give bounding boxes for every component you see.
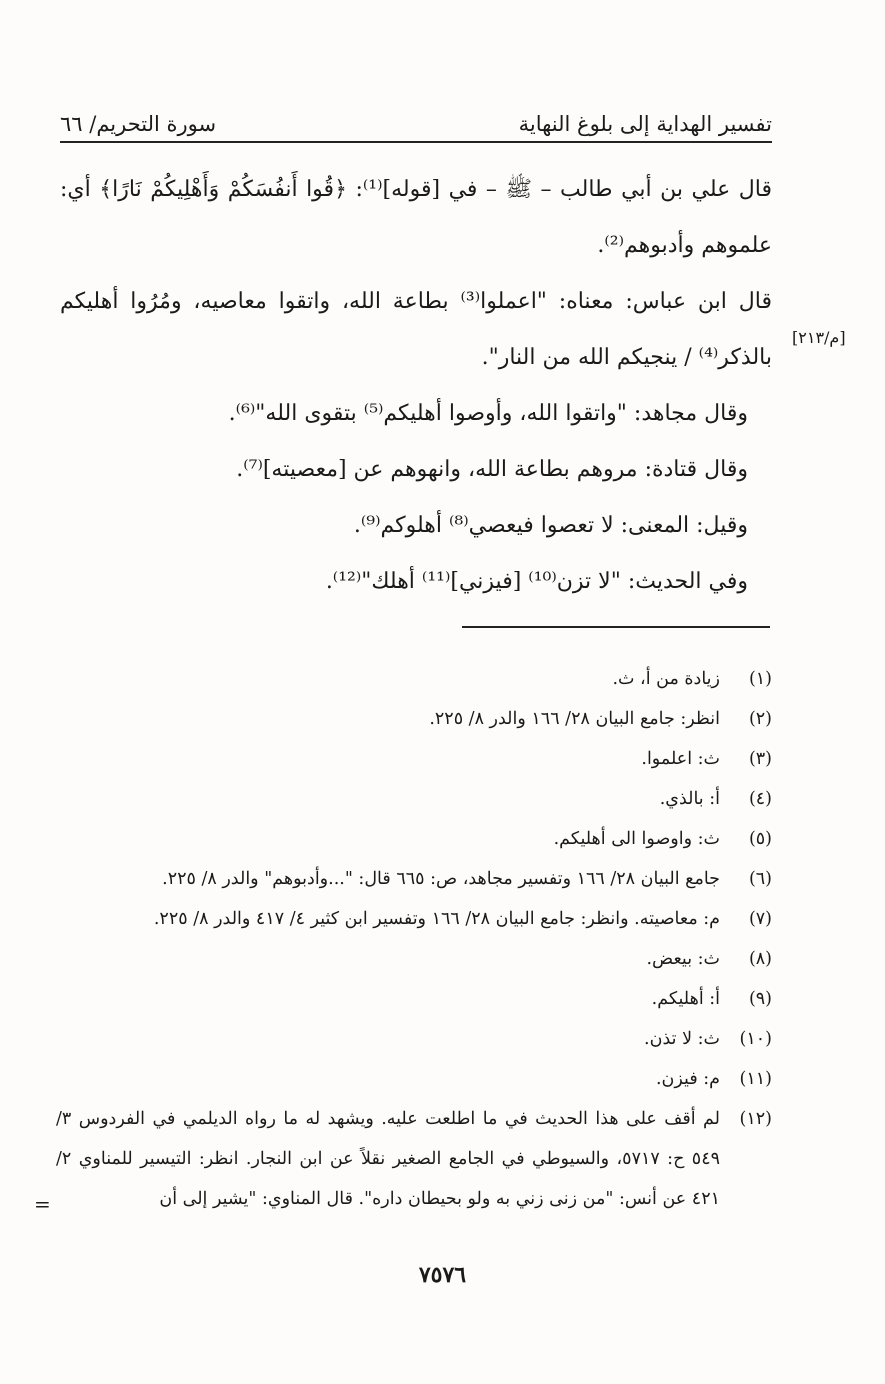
footnote-number: (٣) bbox=[748, 749, 772, 769]
footnote-text: انظر: جامع البيان ٢٨/ ١٦٦ والدر ٨/ ٢٢٥. bbox=[429, 709, 720, 729]
footnotes bbox=[56, 659, 772, 1219]
paragraph-hadith: وفي الحديث: "لا تزن⁽¹⁰⁾ [فيزني]⁽¹¹⁾ أهلك"⁽¹²⁾. bbox=[325, 569, 748, 594]
footnote-text: م: معاصيته. وانظر: جامع البيان ٢٨/ ١٦٦ وتفسير ابن كثير ٤/ ٤١٧ والدر ٨/ ٢٢٥. bbox=[153, 909, 720, 929]
footnote-number: (١) bbox=[748, 669, 772, 689]
continuation-mark: = bbox=[34, 1192, 51, 1216]
footnote bbox=[56, 699, 772, 739]
footnote bbox=[56, 859, 772, 899]
book-title: تفسير الهداية إلى بلوغ النهاية bbox=[518, 112, 772, 136]
footnote bbox=[56, 739, 772, 779]
footnote bbox=[56, 659, 772, 699]
main-text bbox=[60, 162, 772, 610]
footnote-text: م: فيزن. bbox=[655, 1069, 720, 1089]
footnote bbox=[56, 939, 772, 979]
footnote bbox=[56, 779, 772, 819]
header-rule bbox=[60, 141, 772, 143]
footnote-number: (١١) bbox=[739, 1069, 772, 1089]
footnote-number: (٧) bbox=[748, 909, 772, 929]
footnote bbox=[56, 1059, 772, 1099]
footnote-number: (٢) bbox=[748, 709, 772, 729]
paragraph-qila: وقيل: المعنى: لا تعصوا فيعصي⁽⁸⁾ أهلوكم⁽⁹⁾. bbox=[353, 513, 748, 538]
manuscript-side-note: [م/٢١٣] bbox=[792, 328, 846, 347]
surah-reference: سورة التحريم/ ٦٦ bbox=[60, 112, 217, 136]
footnote bbox=[56, 979, 772, 1019]
footnote-text: أ: أهليكم. bbox=[651, 989, 720, 1009]
footnote-text: ث: اعلموا. bbox=[641, 749, 720, 769]
footnote-text: ث: بيعض. bbox=[646, 949, 720, 969]
footnote-number: (٥) bbox=[748, 829, 772, 849]
footnote bbox=[56, 1019, 772, 1059]
footnote-text: زيادة من أ، ث. bbox=[612, 669, 720, 689]
footnote-text: أ: بالذي. bbox=[659, 789, 720, 809]
footnote bbox=[56, 1099, 772, 1219]
footnote-number: (١٢) bbox=[739, 1109, 772, 1129]
footnote bbox=[56, 819, 772, 859]
footnote bbox=[56, 899, 772, 939]
page-number: ٧٥٧٦ bbox=[418, 1262, 467, 1288]
footnote-number: (٤) bbox=[748, 789, 772, 809]
footnote-text: لم أقف على هذا الحديث في ما اطلعت عليه. ويشهد له ما رواه الديلمي في الفردوس ٣/ ٥٤٩ ح: ٥٧١٧، والسيوطي في الجامع الصغير نقلاً عن ابن النجار. انظر: التيسير للمناوي ٢/ ٤٢١ عن أنس: "من زنى زني به ولو بحيطان داره". قال المناوي: "يشير إلى أن bbox=[56, 1109, 720, 1209]
paragraph-ibn-abbas: قال ابن عباس: معناه: "اعملوا⁽³⁾ بطاعة الله، واتقوا معاصيه، ومُرُوا أهليكم بالذكر⁽⁴⁾ / ينجيكم الله من النار". bbox=[60, 289, 772, 370]
footnote-number: (١٠) bbox=[739, 1029, 772, 1049]
footnote-text: جامع البيان ٢٨/ ١٦٦ وتفسير مجاهد، ص: ٦٦٥ قال: "...وأدبوهم" والدر ٨/ ٢٢٥. bbox=[162, 869, 720, 889]
footnote-number: (٦) bbox=[748, 869, 772, 889]
footnote-text: ث: واوصوا الى أهليكم. bbox=[553, 829, 720, 849]
footnote-text: ث: لا تذن. bbox=[644, 1029, 720, 1049]
paragraph-ali: قال علي بن أبي طالب – ﷺ – في [قوله]⁽¹⁾: ﴿قُوا أَنفُسَكُمْ وَأَهْلِيكُمْ نَارًا﴾ أي: علموهم وأدبوهم⁽²⁾. bbox=[60, 177, 772, 258]
paragraph-mujahid: وقال مجاهد: "واتقوا الله، وأوصوا أهليكم⁽⁵⁾ بتقوى الله"⁽⁶⁾. bbox=[228, 401, 748, 426]
running-header bbox=[60, 96, 772, 136]
footnote-number: (٩) bbox=[748, 989, 772, 1009]
paragraph-qatada: وقال قتادة: مروهم بطاعة الله، وانهوهم عن [معصيته]⁽⁷⁾. bbox=[236, 457, 748, 482]
footnote-rule bbox=[462, 626, 770, 628]
footnote-number: (٨) bbox=[748, 949, 772, 969]
